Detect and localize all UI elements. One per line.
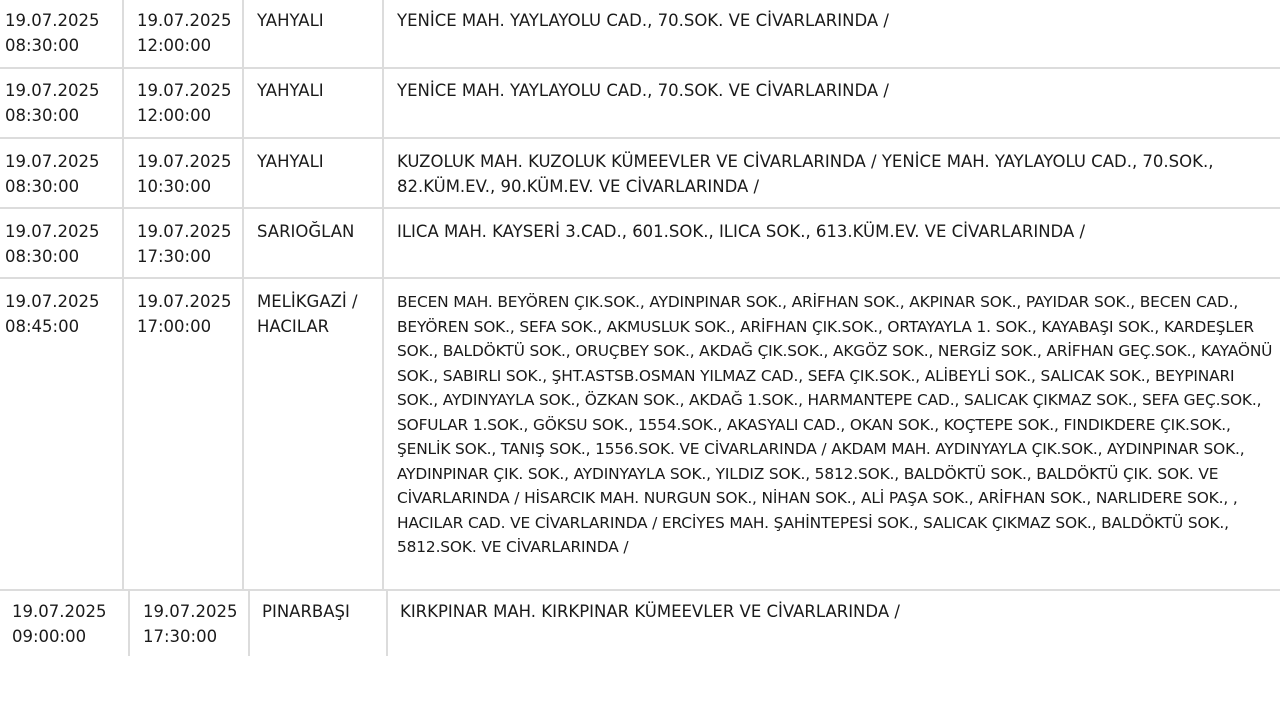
start-datetime-cell — [5, 79, 99, 128]
end-date: 19.07.2025 — [137, 81, 232, 100]
column-divider — [242, 0, 244, 590]
district-cell: SARIOĞLAN — [257, 222, 355, 241]
end-datetime-cell — [137, 150, 231, 199]
row-divider — [0, 207, 1280, 209]
start-datetime-cell — [5, 220, 99, 269]
district-cell: MELİKGAZİ / HACILAR — [257, 292, 358, 336]
end-date: 19.07.2025 — [143, 602, 238, 621]
end-time: 17:30:00 — [143, 626, 218, 646]
start-time: 08:45:00 — [5, 316, 80, 336]
end-time: 17:30:00 — [137, 246, 212, 266]
end-date: 19.07.2025 — [137, 292, 232, 311]
column-divider — [382, 0, 384, 590]
column-divider — [386, 590, 388, 656]
column-divider — [122, 0, 124, 590]
district-cell: YAHYALI — [257, 11, 324, 30]
start-datetime-cell — [5, 9, 99, 58]
start-date: 19.07.2025 — [5, 152, 100, 171]
end-date: 19.07.2025 — [137, 152, 232, 171]
end-time: 17:00:00 — [137, 316, 212, 336]
start-time: 08:30:00 — [5, 105, 80, 125]
locations-cell: ILICA MAH. KAYSERİ 3.CAD., 601.SOK., ILICA SOK., 613.KÜM.EV. VE CİVARLARINDA / — [397, 222, 1086, 241]
end-datetime-cell — [137, 290, 231, 339]
row-divider — [0, 589, 1280, 591]
start-date: 19.07.2025 — [5, 11, 100, 30]
end-date: 19.07.2025 — [137, 11, 232, 30]
start-date: 19.07.2025 — [12, 602, 107, 621]
end-time: 12:00:00 — [137, 105, 212, 125]
start-datetime-cell — [5, 150, 99, 199]
column-divider — [128, 590, 130, 656]
row-divider — [0, 67, 1280, 69]
locations-cell: BECEN MAH. BEYÖREN ÇIK.SOK., AYDINPINAR SOK., ARİFHAN SOK., AKPINAR SOK., PAYIDAR SOK., BECEN CAD., BEYÖREN SOK., SEFA SOK., AKMUSLUK SOK., ARİFHAN ÇIK.SOK., ORTAYAYLA 1. SOK., KAYABAŞI SOK., KARDEŞLER SOK., BALDÖKTÜ SOK., ORUÇBEY SOK., AKDAĞ ÇIK.SOK., AKGÖZ SOK., NERGİZ SOK., ARİFHAN GEÇ.SOK., KAYAÖNÜ SOK., SABIRLI SOK., ŞHT.ASTSB.OSMAN YILMAZ CAD., SEFA ÇIK.SOK., ALİBEYLİ SOK., SALICAK SOK., BEYPINARI SOK., AYDINYAYLA SOK., ÖZKAN SOK., AKDAĞ 1.SOK., HARMANTEPE CAD., SALICAK ÇIKMAZ SOK., SEFA GEÇ.SOK., SOFULAR 1.SOK., GÖKSU SOK., 1554.SOK., AKASYALI CAD., OKAN SOK., KOÇTEPE SOK., FINDIKDERE ÇIK.SOK., ŞENLİK SOK., TANIŞ SOK., 1556.SOK. VE CİVARLARINDA / AKDAM MAH. AYDINYAYLA ÇIK.SOK., AYDINPINAR SOK., AYDINPINAR ÇIK. SOK., AYDINYAYLA SOK., YILDIZ SOK., 5812.SOK., BALDÖKTÜ SOK., BALDÖKTÜ ÇIK. SOK. VE CİVARLARINDA / HİSARCIK MAH. NURGUN SOK., NİHAN SOK., ALİ PAŞA SOK., ARİFHAN SOK., NARLIDERE SOK., , HACILAR CAD. VE CİVARLARINDA / ERCİYES MAH. ŞAHİNTEPESİ SOK., SALICAK ÇIKMAZ SOK., BALDÖKTÜ SOK., 5812.SOK. VE CİVARLARINDA / — [397, 293, 1273, 556]
start-time: 08:30:00 — [5, 246, 80, 266]
district-cell: PINARBAŞI — [262, 602, 350, 621]
row-divider — [0, 277, 1280, 279]
end-date: 19.07.2025 — [137, 222, 232, 241]
start-datetime-cell — [5, 290, 99, 339]
start-date: 19.07.2025 — [5, 222, 100, 241]
start-time: 08:30:00 — [5, 35, 80, 55]
start-datetime-cell — [12, 600, 106, 649]
start-date: 19.07.2025 — [5, 292, 100, 311]
end-datetime-cell — [137, 79, 231, 128]
locations-cell: KIRKPINAR MAH. KIRKPINAR KÜMEEVLER VE CİVARLARINDA / — [400, 602, 900, 621]
column-divider — [248, 590, 250, 656]
end-time: 12:00:00 — [137, 35, 212, 55]
start-date: 19.07.2025 — [5, 81, 100, 100]
district-cell: YAHYALI — [257, 152, 324, 171]
start-time: 08:30:00 — [5, 176, 80, 196]
end-time: 10:30:00 — [137, 176, 212, 196]
end-datetime-cell — [137, 220, 231, 269]
locations-cell: KUZOLUK MAH. KUZOLUK KÜMEEVLER VE CİVARLARINDA / YENİCE MAH. YAYLAYOLU CAD., 70.SOK., 82.KÜM.EV., 90.KÜM.EV. VE CİVARLARINDA / — [397, 152, 1214, 196]
district-cell: YAHYALI — [257, 81, 324, 100]
row-divider — [0, 137, 1280, 139]
end-datetime-cell — [143, 600, 237, 649]
end-datetime-cell — [137, 9, 231, 58]
start-time: 09:00:00 — [12, 626, 87, 646]
locations-cell: YENİCE MAH. YAYLAYOLU CAD., 70.SOK. VE CİVARLARINDA / — [397, 81, 889, 100]
locations-cell: YENİCE MAH. YAYLAYOLU CAD., 70.SOK. VE CİVARLARINDA / — [397, 11, 889, 30]
